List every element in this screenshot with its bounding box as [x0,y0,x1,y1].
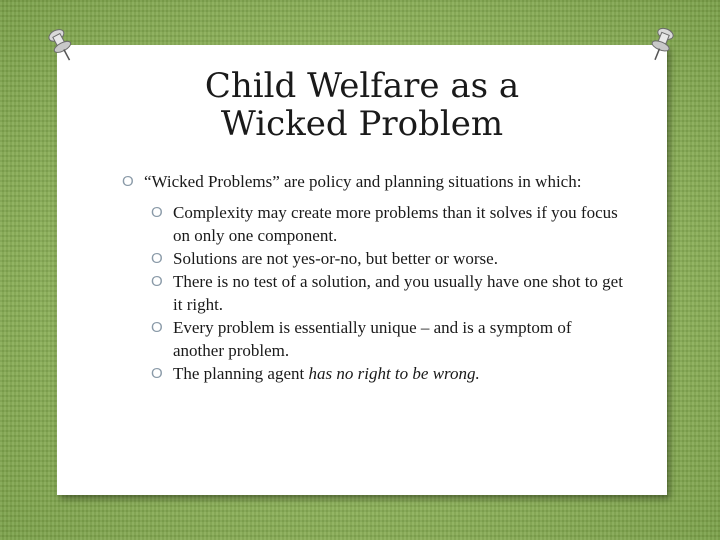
sub-bullet-text: There is no test of a solution, and you usually have one shot to get it right. [173,272,623,314]
slide-body [57,170,667,385]
sub-bullet [57,201,623,247]
sub-bullet-text-plain: The planning agent [173,364,309,383]
sub-bullet-text: Every problem is essentially unique – and is a symptom of another problem. [173,318,572,360]
sub-bullet [57,270,623,316]
bullet-marker-icon: O [122,173,134,190]
sub-bullet-text-italic: has no right to be wrong. [308,364,480,383]
slide-paper [57,45,667,495]
title-line-1: Child Welfare as a [204,66,520,106]
bullet-marker-icon: O [151,250,163,267]
sub-bullet [57,247,623,270]
pushpin-icon [644,24,678,66]
sub-bullet [57,362,623,385]
slide-title [57,67,667,143]
bullet-marker-icon: O [151,273,163,290]
main-bullet-text: “Wicked Problems” are policy and planning situations in which: [144,172,582,191]
sub-bullet [57,316,623,362]
bullet-marker-icon: O [151,365,163,382]
title-line-2: Wicked Problem [220,104,504,144]
sub-bullet-list [57,201,667,385]
sub-bullet-text: Complexity may create more problems than it solves if you focus on only one component. [173,203,618,245]
sub-bullet-text: Solutions are not yes-or-no, but better or worse. [173,249,498,268]
bullet-marker-icon: O [151,319,163,336]
bullet-marker-icon: O [151,204,163,221]
main-bullet [57,170,584,193]
